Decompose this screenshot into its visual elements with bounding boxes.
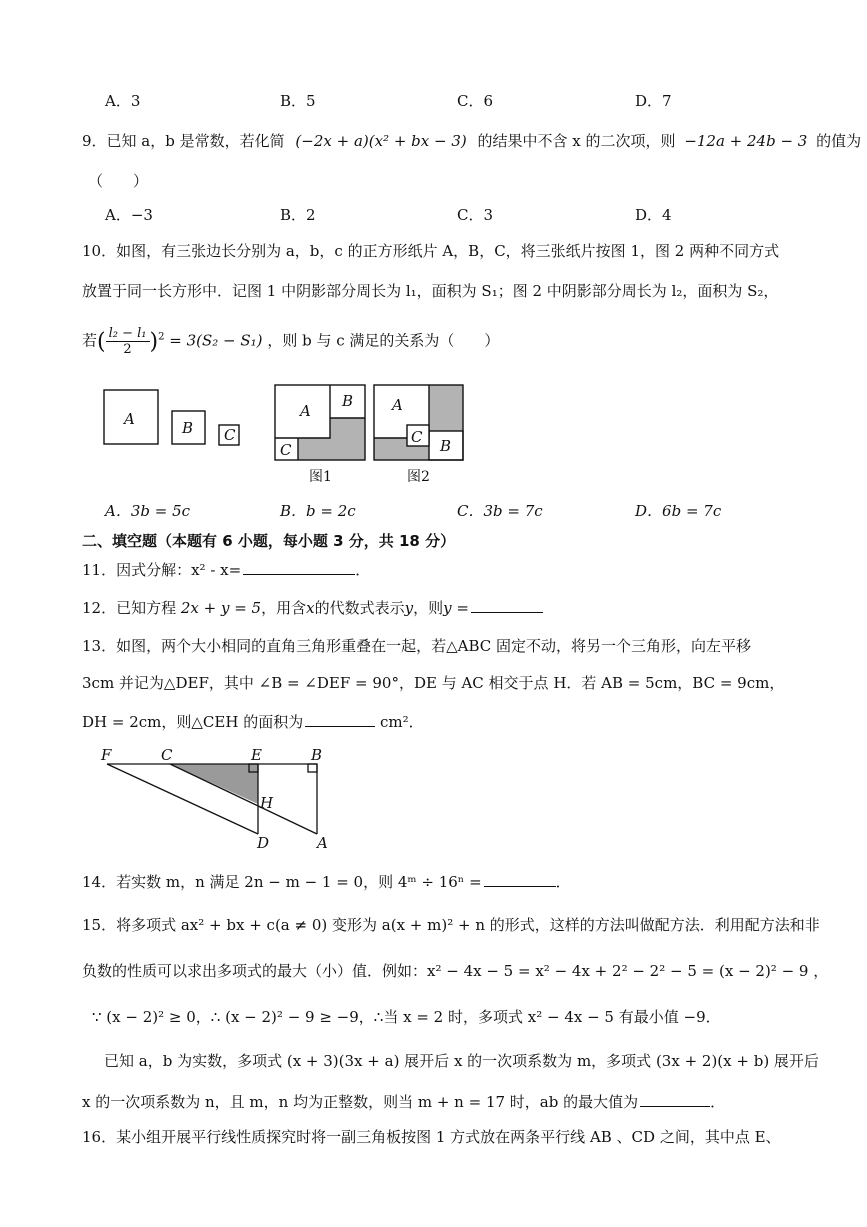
q15-line5-a: x 的一次项系数为 n，且 m，n 均为正整数，则当 m + n = 17 时，ab 的最大值为 — [82, 1093, 639, 1111]
q10-frac-den: 2 — [123, 342, 132, 357]
q13-answer-blank[interactable] — [305, 710, 375, 727]
q9-option-c: C．3 — [457, 206, 494, 224]
q16-line1: 16．某小组开展平行线性质探究时将一副三角板按图 1 方式放在两条平行线 AB 、CD 之间，其中点 E、 — [82, 1128, 781, 1146]
q10-option-c: C．3b = 7c — [457, 502, 543, 520]
q8-option-d: D．7 — [635, 92, 672, 110]
q11-text: 11．因式分解：x² - x= — [82, 561, 242, 579]
q14-text: 14．若实数 m，n 满足 2n − m − 1 = 0，则 4ᵐ ÷ 16ⁿ = — [82, 873, 482, 891]
q10-frac-num: l₂ − l₁ — [106, 326, 150, 342]
q11 — [82, 558, 370, 580]
q9-line2: （ ） — [88, 172, 149, 190]
fig1-label-b: B — [342, 392, 354, 410]
fig1-label-c: C — [280, 441, 292, 459]
label-e: E — [251, 746, 262, 764]
q12-answer-blank[interactable] — [471, 596, 543, 613]
q9-option-b: B．2 — [280, 206, 316, 224]
label-b: B — [182, 419, 194, 437]
q10-line1: 10．如图，有三张边长分别为 a，b，c 的正方形纸片 A，B，C，将三张纸片按图 1，图 2 两种不同方式 — [82, 242, 780, 260]
label-a: A — [124, 410, 135, 428]
q8-option-a: A．3 — [105, 92, 141, 110]
q15-answer-blank[interactable] — [640, 1090, 710, 1107]
q11-end: ． — [355, 561, 371, 579]
q9-text-b: 的结果中不含 x 的二次项，则 — [477, 132, 676, 150]
q9-line1 — [82, 130, 861, 151]
q12-y: y — [404, 599, 414, 617]
fig1-label-a: A — [300, 402, 311, 420]
q14-end: ． — [555, 873, 571, 891]
q13-line3-b: cm²． — [379, 713, 424, 731]
fig1-caption: 图1 — [309, 469, 332, 485]
q10-line3: 若( $\frac{\text{l₂ − l₁}}{2}$ )$^2$ = 3(S₂ − S₁) ，则 b 与 c 满足的关系为（ ） — [82, 326, 500, 357]
q13-line2: 3cm 并记为△DEF，其中 ∠B = ∠DEF = 90°，DE 与 AC 相交于点 H．若 AB = 5cm，BC = 9cm， — [82, 674, 785, 692]
q12-text-b: ，用含 — [261, 599, 307, 617]
q12 — [82, 596, 543, 618]
q9-text-a: 9．已知 a，b 是常数，若化简 — [82, 132, 285, 150]
q13-line1: 13．如图，两个大小相同的直角三角形重叠在一起，若△ABC 固定不动，将另一个三角形，向左平移 — [82, 637, 752, 655]
q15-line3: ∵ (x − 2)² ≥ 0，∴ (x − 2)² − 9 ≥ −9，∴当 x = 2 时，多项式 x² − 4x − 5 有最小值 −9． — [92, 1008, 721, 1026]
q10-line3-prefix: 若 — [82, 331, 98, 350]
q9-expr2: −12a + 24b − 3 — [684, 132, 808, 150]
q10-figure — [95, 378, 475, 488]
q12-text-d: ，则 — [413, 599, 444, 617]
fig2-label-b: B — [440, 437, 452, 455]
q9-text-c: 的值为 — [816, 132, 862, 150]
q10-fraction — [106, 326, 150, 357]
q11-answer-blank[interactable] — [243, 558, 355, 575]
label-b: B — [311, 746, 323, 764]
q8-option-c: C．6 — [457, 92, 494, 110]
q12-text-a: 12．已知方程 — [82, 599, 177, 617]
q10-line2: 放置于同一长方形中．记图 1 中阴影部分周长为 l₁，面积为 S₁；图 2 中阴影部分周长为 l₂，面积为 S₂， — [82, 282, 779, 300]
fig2-caption: 图2 — [407, 469, 430, 485]
q15-line5-b: ． — [710, 1093, 726, 1111]
q14-answer-blank[interactable] — [484, 870, 556, 887]
fig2-label-a: A — [392, 396, 403, 414]
q8-option-b: B．5 — [280, 92, 316, 110]
q10-option-d: D．6b = 7c — [635, 502, 722, 520]
fig2-label-c: C — [411, 428, 423, 446]
label-d: D — [257, 834, 270, 852]
q15-line4: 已知 a，b 为实数，多项式 (x + 3)(3x + a) 展开后 x 的一次项系数为 m，多项式 (3x + 2)(x + b) 展开后 — [104, 1052, 819, 1070]
label-f: F — [101, 746, 112, 764]
label-a: A — [317, 834, 328, 852]
q12-x: x — [306, 599, 315, 617]
q15-line1: 15．将多项式 ax² + bx + c(a ≠ 0) 变形为 a(x + m)² + n 的形式，这样的方法叫做配方法．利用配方法和非 — [82, 916, 820, 934]
label-c: C — [161, 746, 173, 764]
q15-line2: 负数的性质可以求出多项式的最大（小）值．例如：x² − 4x − 5 = x² − 4x + 2² − 2² − 5 = (x − 2)² − 9 ， — [82, 962, 829, 980]
q10-line3-rest: = 3(S₂ − S₁) — [169, 331, 263, 350]
q12-text-c: 的代数式表示 — [314, 599, 405, 617]
label-c: C — [224, 426, 236, 444]
label-h: H — [260, 794, 274, 812]
q10-option-a: A．3b = 5c — [105, 502, 191, 520]
q10-option-b: B．b = 2c — [280, 502, 356, 520]
section-heading: 二、填空题（本题有 6 小题，每小题 3 分，共 18 分） — [82, 532, 456, 550]
q9-option-a: A．−3 — [105, 206, 153, 224]
q9-option-d: D．4 — [635, 206, 672, 224]
q14 — [82, 870, 571, 892]
q12-expr: 2x + y = 5 — [180, 599, 262, 617]
q9-expr1: (−2x + a)(x² + bx − 3) — [295, 132, 467, 150]
q12-y-eq: y = — [443, 599, 469, 617]
q13-line3-a: DH = 2cm，则△CEH 的面积为 — [82, 713, 304, 731]
q15-line5 — [82, 1090, 725, 1112]
q13-line3 — [82, 710, 424, 732]
q10-line3-suffix: ，则 b 与 c 满足的关系为（ ） — [267, 331, 500, 350]
q13-figure — [95, 742, 345, 854]
